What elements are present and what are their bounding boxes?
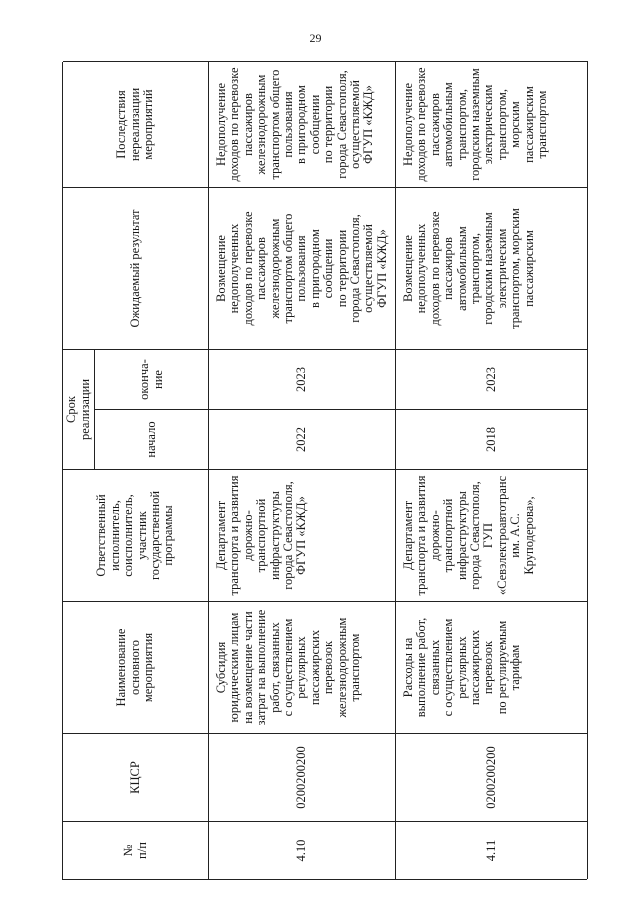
header-activity-name: Наименование основного мероприятия [63,601,209,733]
row-4-10-start: 2022 [209,409,396,469]
row-4-10-number: 4.10 [209,821,396,879]
header-term: Срок реализации [63,349,95,469]
row-4-10-consequences: Недополучение доходов по перевозке пассажиров железнодорожным транспортом общего пользования в пригородном сообщении по территории города Севастополя, осуществляемой ФГУП «КЖД» [209,61,396,187]
program-table [62,62,587,880]
program-table-rotated [62,62,587,880]
header-number: № п/п [63,821,209,879]
row-4-11-number: 4.11 [396,821,588,879]
row-4-11-start: 2018 [396,409,588,469]
row-4-11-name: Расходы на выполнение работ, связанных с осуществлением регулярных пассажирских перевозок по регулируемым тарифам [396,601,588,733]
row-4-10-end: 2023 [209,349,396,409]
header-consequences: Последствия нереализации мероприятий [63,61,209,187]
header-responsible: Ответственный исполнитель, соисполнитель, участник государственной программы [63,469,209,601]
row-4-11-kcsr: 0200200200 [396,733,588,821]
row-4-10-name: Субсидия юридическим лицам на возмещение части затрат на выполнение работ, связанных с осуществлением регулярных пассажирских перевозок железнодорожным транспортом [209,601,396,733]
header-expected-result: Ожидаемый результат [63,187,209,349]
row-4-11-end: 2023 [396,349,588,409]
row-4-11-responsible: Департамент транспорта и развития дорожно- транспортной инфраструктуры города Севастополя, ГУП «Севэлектроавтотранс им. А.С. Круподерова», [396,469,588,601]
header-term-end: оконча- ние [95,349,209,409]
row-4-10-expected-result: Возмещение недополученных доходов по перевозке пассажиров железнодорожным транспортом общего пользования в пригородном сообщении по территории города Севастополя, осуществляемой ФГУП «КЖД» [209,187,396,349]
row-4-10-responsible: Департамент транспорта и развития дорожно- транспортной инфраструктуры города Севастополя, ФГУП «КЖД» [209,469,396,601]
header-term-start: начало [95,409,209,469]
row-4-11-consequences: Недополучение доходов по перевозке пассажиров автомобильным транспортом, городским наземным электрическим транспортом, морским пассажирским транспортом [396,61,588,187]
row-4-10-kcsr: 0200200200 [209,733,396,821]
header-kcsr: КЦСР [63,733,209,821]
page-number: 29 [309,31,322,45]
row-4-11-expected-result: Возмещение недополученных доходов по перевозке пассажиров автомобильным транспортом, городским наземным электрическим транспортом, морским пассажирским [396,187,588,349]
